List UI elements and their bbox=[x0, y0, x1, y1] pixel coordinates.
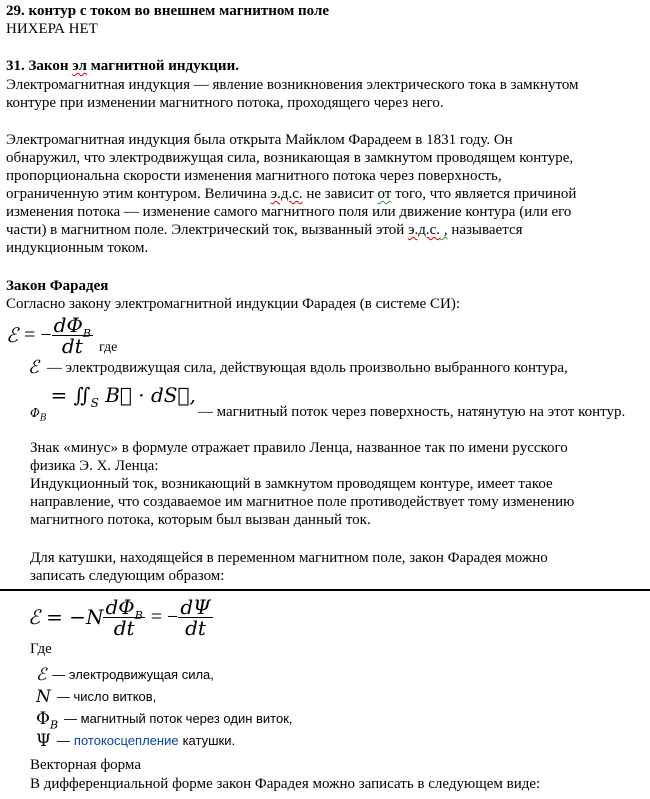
section-31-heading bbox=[6, 57, 239, 75]
section-29-heading: 29. контур с током во внешнем магнитном поле bbox=[6, 3, 330, 19]
spellcheck-word[interactable]: э.д.с. bbox=[408, 222, 441, 238]
coil-formula bbox=[28, 596, 213, 638]
phi-glyph: Φ bbox=[36, 709, 50, 729]
text-line: физика Э. Х. Ленца: bbox=[30, 458, 159, 474]
definition-item bbox=[36, 708, 293, 730]
text-line: изменения потока — изменение самого магнитного поля или движение контура (или его bbox=[6, 204, 572, 220]
grammar-check-word[interactable]: , bbox=[440, 222, 448, 238]
flux-integral bbox=[50, 380, 195, 410]
text-line: пропорциональна скорости изменения магнитного потока через поверхность, bbox=[6, 168, 502, 184]
where-label: Где bbox=[30, 641, 52, 657]
numerator-text: dΦ bbox=[53, 312, 83, 337]
horizontal-divider bbox=[0, 589, 650, 591]
lenz-paragraph bbox=[30, 439, 574, 529]
integral-subscript: S bbox=[90, 396, 99, 410]
where-label: где bbox=[98, 340, 118, 355]
equals-minus-n: = −N bbox=[46, 605, 104, 629]
emf-definition-text: — электродвижущая сила, действующая вдоль произвольно выбранного контура, bbox=[46, 360, 568, 376]
flux-definition bbox=[30, 380, 626, 424]
text-span: части) в магнитном поле. Электрический ток, вызванный этой bbox=[6, 222, 409, 238]
fraction-numerator bbox=[52, 312, 93, 340]
emf-symbol: ℰ bbox=[36, 665, 47, 685]
text-line bbox=[6, 221, 576, 239]
text-line: Индукционный ток, возникающий в замкнутом проводящем контуре, имеет такое bbox=[30, 476, 553, 492]
text-line: Знак «минус» в формуле отражает правило Ленца, названное так по имени русского bbox=[30, 440, 568, 456]
flux-symbol bbox=[30, 406, 47, 424]
fraction-numerator: dΨ bbox=[180, 594, 211, 619]
fraction bbox=[103, 594, 144, 640]
numerator-text: dΦ bbox=[105, 594, 135, 619]
dash: — bbox=[56, 733, 70, 748]
faraday-formula bbox=[6, 314, 117, 356]
fraction bbox=[52, 312, 93, 358]
flux-subscript: B bbox=[39, 413, 47, 424]
emf-symbol: ℰ bbox=[28, 357, 39, 378]
text-span: того, что является причиной bbox=[391, 186, 577, 202]
text-span: ограниченную этим контуром. Величина bbox=[6, 186, 271, 202]
emf-definition bbox=[28, 358, 568, 378]
text-span: называется bbox=[447, 222, 523, 238]
grammar-check-word[interactable]: от bbox=[377, 186, 392, 202]
text-line: Электромагнитная индукция была открыта Майклом Фарадеем в 1831 году. Он bbox=[6, 132, 513, 148]
emf-symbol: ℰ bbox=[28, 605, 41, 629]
equals-minus: = − bbox=[24, 324, 52, 346]
definition-item bbox=[36, 664, 293, 686]
coil-definitions bbox=[36, 664, 293, 752]
definition-text: — магнитный поток через один виток, bbox=[64, 711, 293, 726]
text-line: контуре при изменении магнитного потока, проходящего через него. bbox=[6, 95, 444, 111]
fraction bbox=[178, 594, 212, 640]
psi-symbol: Ψ bbox=[36, 731, 51, 751]
heading-number: 31. Закон bbox=[6, 58, 73, 74]
fraction-numerator bbox=[103, 594, 144, 622]
fraction-denominator: dt bbox=[113, 615, 135, 640]
definition-item bbox=[36, 686, 293, 708]
text-line: магнитного потока, которым был вызван данный ток. bbox=[30, 512, 371, 528]
flux-phi: Φ bbox=[30, 406, 40, 420]
history-paragraph bbox=[6, 131, 576, 257]
definition-item bbox=[36, 730, 293, 752]
text-line: направление, что создаваемое им магнитное поле противодействует тому изменению bbox=[30, 494, 575, 510]
faraday-intro: Согласно закону электромагнитной индукции Фарадея (в системе СИ): bbox=[6, 296, 461, 312]
flux-definition-text: — магнитный поток через поверхность, натянутую на этот контур. bbox=[197, 404, 626, 420]
integral-sign: = ∬ bbox=[50, 383, 91, 407]
spellcheck-word[interactable]: э.д.с. bbox=[270, 186, 303, 202]
phi-symbol bbox=[36, 708, 58, 730]
text-line: Электромагнитная индукция — явление возникновения электрического тока в замкнутом bbox=[6, 77, 579, 93]
equals-minus: = − bbox=[150, 606, 179, 628]
differential-form-text: В дифференциальной форме закон Фарадея можно записать в следующем виде: bbox=[30, 776, 541, 792]
text-line: Для катушки, находящейся в переменном магнитном поле, закон Фарадея можно bbox=[30, 550, 548, 566]
fraction-denominator: dt bbox=[185, 615, 206, 640]
phi-subscript: B bbox=[49, 718, 59, 732]
flux-linkage-link[interactable]: потокосцепление bbox=[73, 733, 179, 748]
definition-text: — электродвижущая сила, bbox=[52, 667, 214, 682]
spellcheck-word[interactable]: эл bbox=[72, 58, 87, 74]
section-29-body: НИХЕРА НЕТ bbox=[6, 21, 98, 37]
heading-rest: магнитной индукции. bbox=[86, 58, 239, 74]
definition-text: — число витков, bbox=[56, 689, 157, 704]
fraction-denominator: dt bbox=[61, 333, 83, 358]
text-line bbox=[6, 185, 576, 203]
text-span: не зависит bbox=[302, 186, 378, 202]
integral-body: B⃗ · dS⃗, bbox=[105, 383, 196, 407]
definition-text: катушки. bbox=[182, 733, 236, 748]
numerator-subscript: B bbox=[134, 608, 143, 622]
faraday-heading: Закон Фарадея bbox=[6, 278, 109, 294]
vector-form-heading: Векторная форма bbox=[30, 757, 141, 773]
text-line: индукционным током. bbox=[6, 240, 149, 256]
emf-symbol: ℰ bbox=[6, 323, 19, 347]
numerator-subscript: B bbox=[82, 326, 91, 340]
n-symbol: N bbox=[36, 687, 51, 707]
coil-paragraph bbox=[30, 549, 548, 585]
intro-paragraph bbox=[6, 76, 579, 112]
text-line: записать следующим образом: bbox=[30, 568, 225, 584]
text-line: обнаружил, что электродвижущая сила, возникающая в замкнутом проводящем контуре, bbox=[6, 150, 574, 166]
